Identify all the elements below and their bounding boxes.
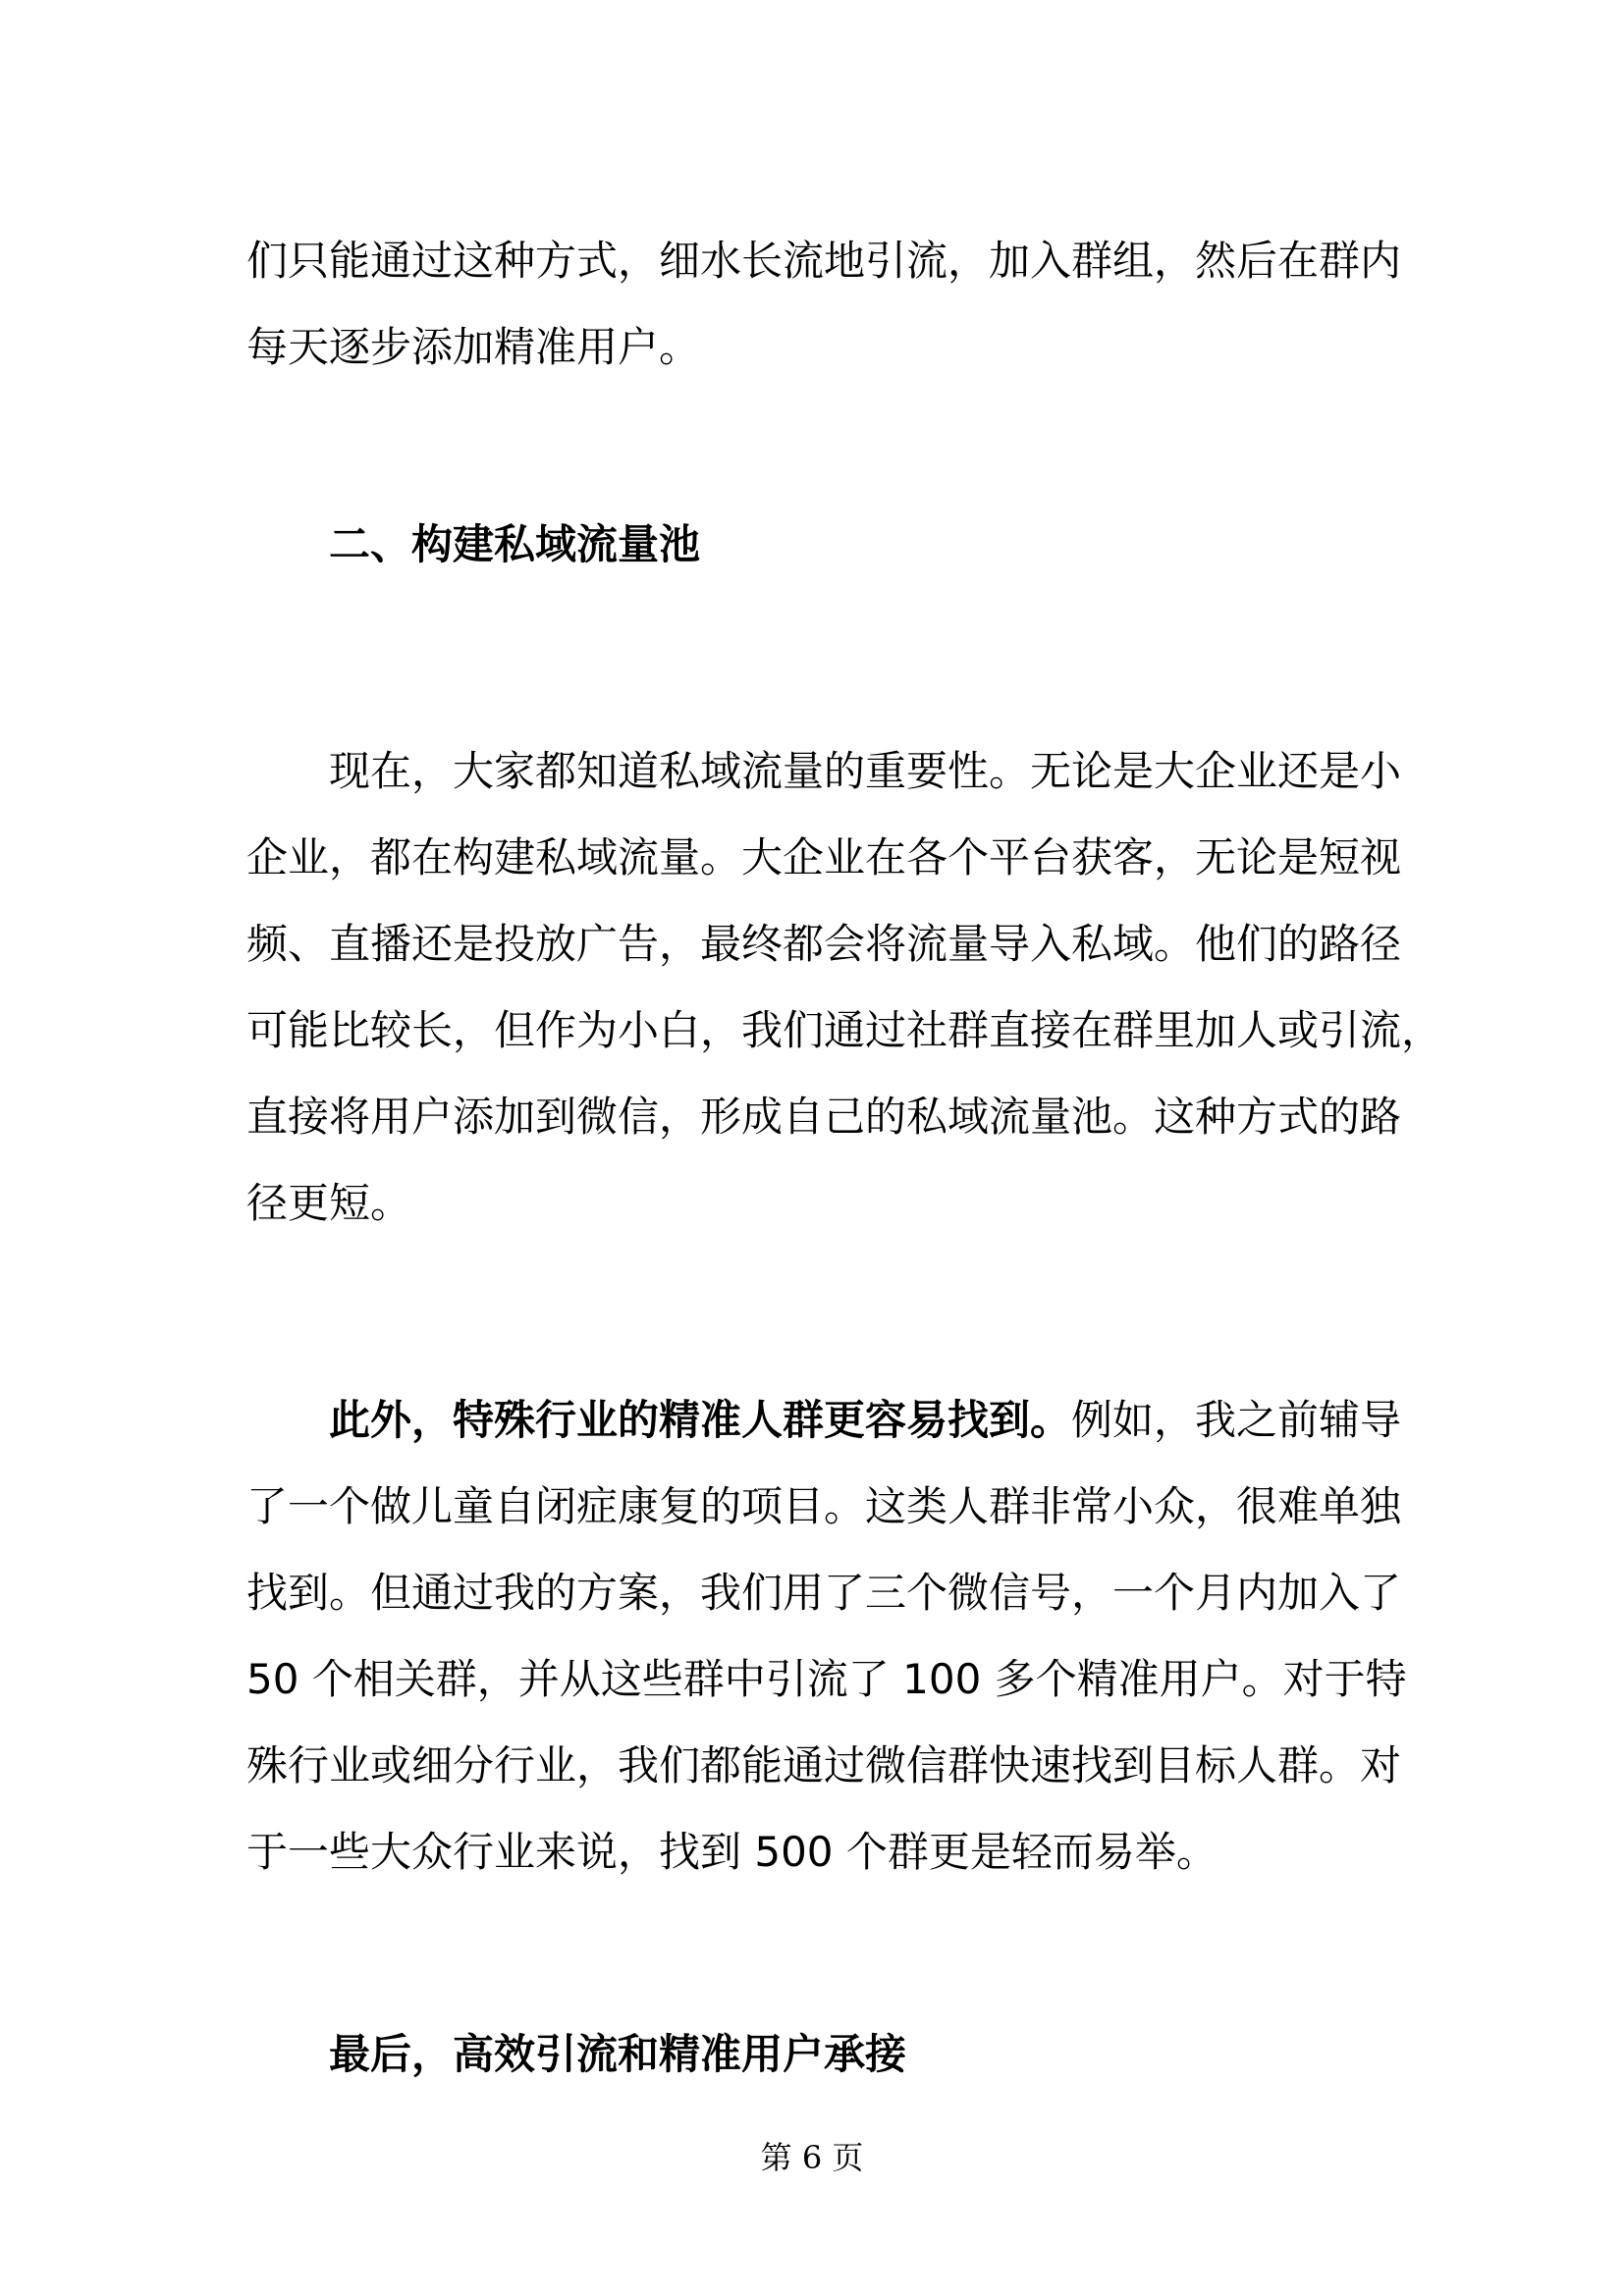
paragraph-private-traffic xyxy=(246,728,1443,1247)
text-line: 现在，大家都知道私域流量的重要性。无论是大企业还是小 xyxy=(329,747,1402,795)
text-line: 频、直播还是投放广告，最终都会将流量导入私域。他们的路径 xyxy=(246,920,1402,968)
paragraph-special-industry xyxy=(246,1377,1407,1896)
text-fragment: 例如，我之前辅导 xyxy=(1071,1396,1402,1444)
text-line: 每天逐步添加精准用户。 xyxy=(246,323,701,371)
text-line: 了一个做儿童自闭症康复的项目。这类人群非常小众，很难单独 xyxy=(246,1482,1402,1530)
text-line: 径更短。 xyxy=(246,1179,412,1227)
text-line: 可能比较长，但作为小白，我们通过社群直接在群里加人或引流， xyxy=(246,1006,1443,1054)
text-line: 直接将用户添加到微信，形成自己的私域流量池。这种方式的路 xyxy=(246,1093,1402,1141)
bold-lead-text: 此外，特殊行业的精准人群更容易找到。 xyxy=(329,1396,1072,1444)
text-line: 50 个相关群，并从这些群中引流了 100 多个精准用户。对于特 xyxy=(246,1655,1407,1703)
page-number: 第 6 页 xyxy=(760,2139,864,2176)
text-line: 们只能通过这种方式，细水长流地引流，加入群组，然后在群内 xyxy=(246,237,1402,285)
paragraph-continuation xyxy=(246,218,1402,391)
text-line: 于一些大众行业来说，找到 500 个群更是轻而易举。 xyxy=(246,1828,1218,1876)
text-line: 殊行业或细分行业，我们都能通过微信群快速找到目标人群。对 xyxy=(246,1741,1402,1789)
section-heading: 最后，高效引流和精准用户承接 xyxy=(329,2030,907,2078)
text-line xyxy=(246,1377,1402,1464)
text-line: 企业，都在构建私域流量。大企业在各个平台获客，无论是短视 xyxy=(246,833,1402,881)
section-heading: 二、构建私域流量池 xyxy=(329,520,701,568)
text-line: 找到。但通过我的方案，我们用了三个微信号，一个月内加入了 xyxy=(246,1569,1402,1617)
